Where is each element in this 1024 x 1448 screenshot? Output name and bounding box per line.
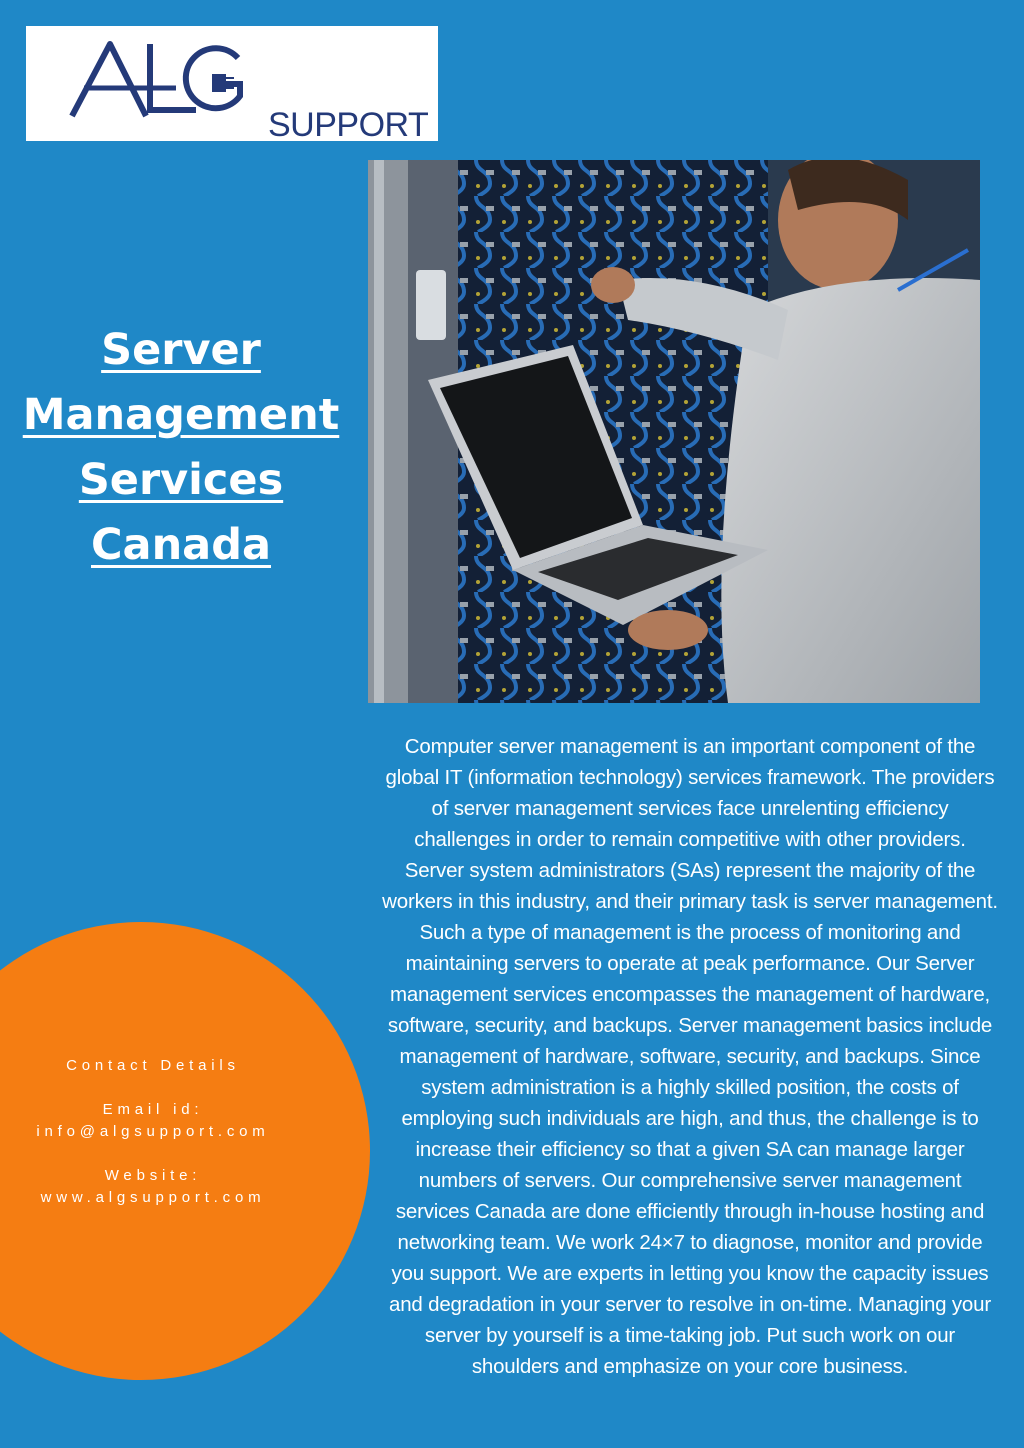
title-line: Services: [78, 455, 284, 505]
logo-wordmark: SUPPORT: [268, 106, 429, 144]
email-link[interactable]: info@algsupport.com: [36, 1123, 270, 1140]
website-label: Website:: [104, 1167, 202, 1184]
title-line: Canada: [91, 520, 271, 570]
logo: [26, 26, 438, 144]
page-title: [0, 318, 362, 578]
contact-details: [0, 1055, 306, 1209]
email-label: Email id:: [102, 1101, 204, 1118]
description-paragraph: Computer server management is an important component of the global IT (information technology) services framework. The providers of server management services face unrelenting efficiency challenges in order to remain competitive with other providers. Server system administrators (SAs) represent the majority of the workers in this industry, and their primary task is server management. Such a type of management is the process of monitoring and maintaining servers to operate at peak performance. Our Server management services encompasses the management of hardware, software, security, and backups. Server management basics include management of hardware, software, security, and backups. Since system administration is a highly skilled position, the costs of employing such individuals are high, and thus, the challenge is to increase their efficiency so that a given SA can manage larger numbers of servers. Our comprehensive server management services Canada are done efficiently through in-house hosting and networking team. We work 24×7 to diagnose, monitor and provide you support. We are experts in letting you know the capacity issues and degradation in your server to resolve in on-time. Managing your server by yourself is a time-taking job. Put such work on our shoulders and emphasize on your core business.: [382, 735, 998, 1378]
website-link[interactable]: www.algsupport.com: [40, 1189, 266, 1206]
title-line: Server: [101, 325, 261, 375]
contact-heading: Contact Details: [66, 1057, 240, 1074]
title-line: Management: [22, 390, 340, 440]
server-room-photo: [368, 160, 980, 703]
